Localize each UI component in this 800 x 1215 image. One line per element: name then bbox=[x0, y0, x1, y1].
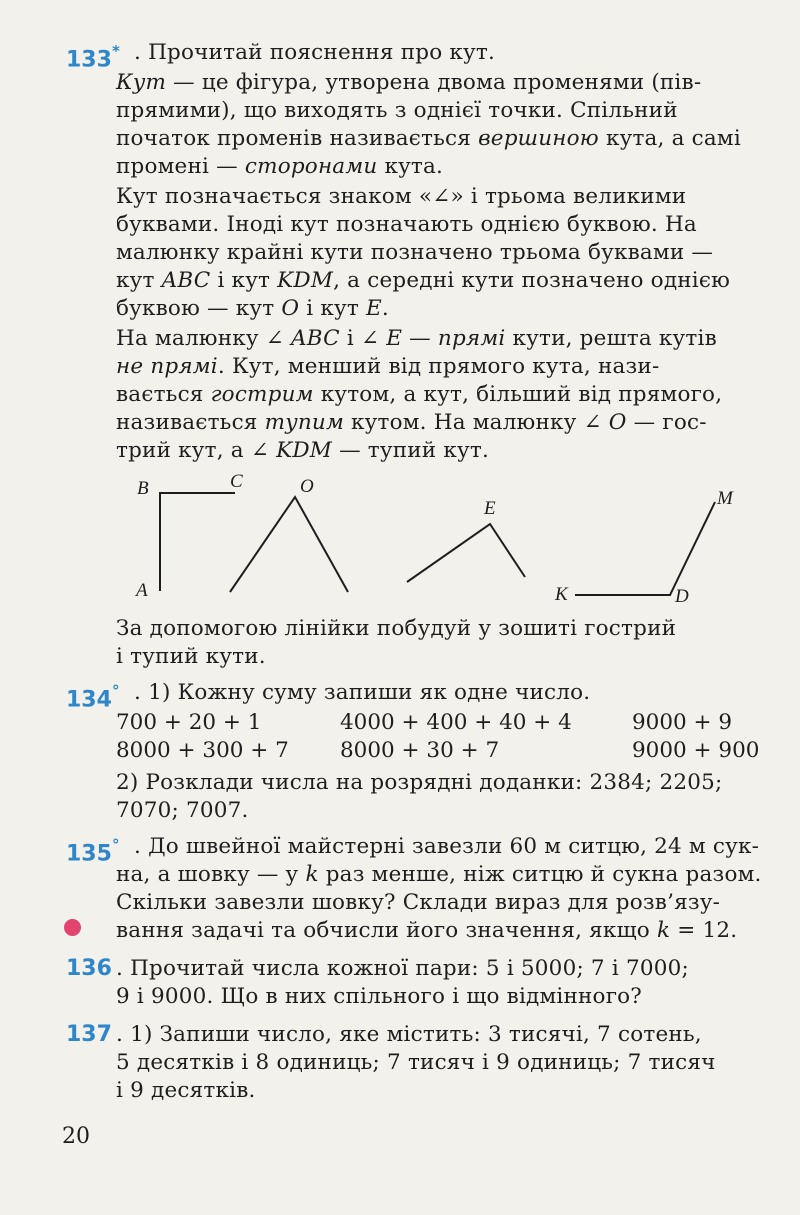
exercise-number-136: 136 bbox=[66, 956, 112, 981]
exercise-136-line: . Прочитай числа кожної пари: 5 і 5000; 7 і 7000; bbox=[116, 956, 689, 981]
exercise-135-line: Скільки завезли шовку? Склади вираз для розв’язу- bbox=[116, 890, 721, 915]
angle-kdm bbox=[575, 502, 715, 595]
label-m: M bbox=[717, 488, 733, 509]
definition-line: промені — сторонами кута. bbox=[116, 154, 444, 179]
exercise-134-line: 2) Розклади числа на розрядні доданки: 2384; 2205; bbox=[116, 770, 723, 795]
label-e: E bbox=[484, 498, 496, 519]
exercise-number-133: 133* bbox=[66, 42, 120, 73]
label-b: B bbox=[137, 478, 149, 499]
notation-line: буквою — кут O і кут E. bbox=[116, 296, 389, 321]
notation-line: буквами. Іноді кут позначають однією буквою. На bbox=[116, 212, 697, 237]
definition-line: Кут — це фігура, утворена двома променями (пів- bbox=[116, 70, 702, 95]
exercise-133-task: За допомогою лінійки побудуй у зошиті гострий bbox=[116, 616, 677, 641]
notation-line: Кут позначається знаком «∠» і трьома великими bbox=[116, 184, 687, 209]
exercise-135-line: на, а шовку — у k раз менше, ніж ситцю й сукна разом. bbox=[116, 862, 762, 887]
angle-types-line: На малюнку ∠ ABC і ∠ E — прямі кути, решта кутів bbox=[116, 326, 717, 351]
sum-item: 700 + 20 + 1 bbox=[116, 710, 262, 735]
exercise-133-title: . Прочитай пояснення про кут. bbox=[134, 40, 496, 65]
angle-types-line: трий кут, а ∠ KDM — тупий кут. bbox=[116, 438, 489, 463]
exercise-number-137: 137 bbox=[66, 1022, 112, 1047]
sum-item: 9000 + 900 bbox=[632, 738, 760, 763]
angle-o bbox=[230, 497, 348, 592]
exercise-134-line: . 1) Кожну суму запиши як одне число. bbox=[134, 680, 591, 705]
angle-types-line: вається гострим кутом, а кут, більший від прямого, bbox=[116, 382, 723, 407]
exercise-135-line: . До швейної майстерні завезли 60 м ситцю, 24 м сук- bbox=[134, 834, 760, 859]
notation-line: малюнку крайні кути позначено трьома буквами — bbox=[116, 240, 714, 265]
definition-line: прямими), що виходять з однієї точки. Спільний bbox=[116, 98, 678, 123]
angle-types-line: не прямі. Кут, менший від прямого кута, нази- bbox=[116, 354, 660, 379]
sum-item: 8000 + 300 + 7 bbox=[116, 738, 289, 763]
exercise-135-line: вання задачі та обчисли його значення, якщо k = 12. bbox=[116, 918, 738, 943]
exercise-number-134: 134° bbox=[66, 682, 120, 713]
exercise-137-line: 5 десятків і 8 одиниць; 7 тисяч і 9 одиниць; 7 тисяч bbox=[116, 1050, 716, 1075]
exercise-136-line: 9 і 9000. Що в них спільного і що відмінного? bbox=[116, 984, 643, 1009]
angles-figure bbox=[120, 462, 770, 612]
notation-line: кут ABC і кут KDM, а середні кути позначено однією bbox=[116, 268, 731, 293]
label-k: K bbox=[555, 584, 568, 605]
label-o: O bbox=[300, 476, 314, 497]
exercise-number-135: 135° bbox=[66, 836, 120, 867]
sum-item: 4000 + 400 + 40 + 4 bbox=[340, 710, 572, 735]
label-d: D bbox=[675, 586, 689, 607]
label-c: C bbox=[230, 471, 243, 492]
label-a: A bbox=[136, 580, 148, 601]
angle-e bbox=[407, 524, 525, 582]
angle-abc bbox=[160, 493, 235, 591]
exercise-133-task: і тупий кути. bbox=[116, 644, 266, 669]
definition-line: початок променів називається вершиною кута, а самі bbox=[116, 126, 741, 151]
angle-types-line: називається тупим кутом. На малюнку ∠ O — гос- bbox=[116, 410, 707, 435]
sum-item: 8000 + 30 + 7 bbox=[340, 738, 500, 763]
difficulty-marker-dot bbox=[64, 919, 81, 936]
exercise-137-line: і 9 десятків. bbox=[116, 1078, 256, 1103]
sum-item: 9000 + 9 bbox=[632, 710, 733, 735]
page-number: 20 bbox=[62, 1124, 90, 1149]
exercise-137-line: . 1) Запиши число, яке містить: 3 тисячі, 7 сотень, bbox=[116, 1022, 702, 1047]
exercise-134-line: 7070; 7007. bbox=[116, 798, 249, 823]
